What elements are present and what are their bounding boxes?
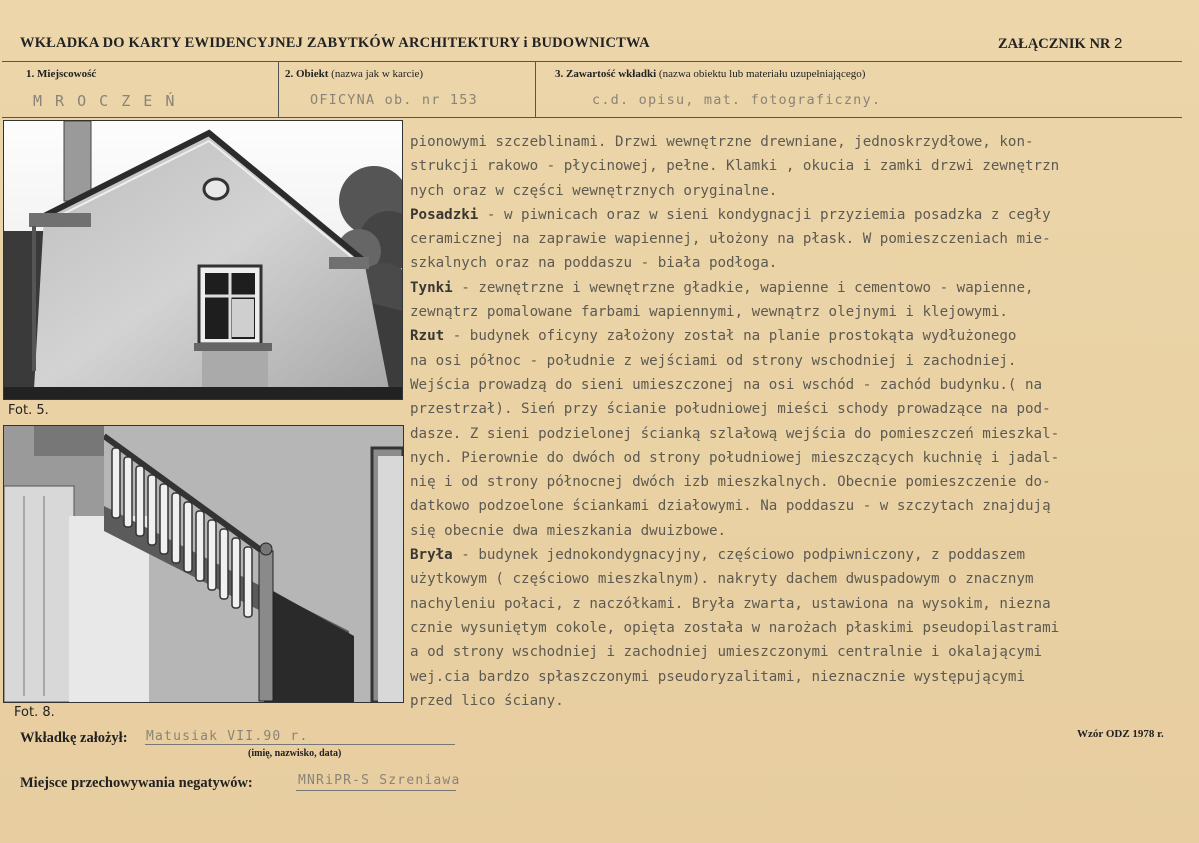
storage-label: Miejsce przechowywania negatywów: [20, 775, 253, 791]
photo-staircase [3, 425, 404, 703]
section-keyword: Bryła [410, 547, 453, 564]
description-line-text: nię i od strony północnej dwóch izb mieszkalnych. Obecnie pomieszczenie do- [410, 474, 1051, 491]
description-line-text: - zewnętrzne i wewnętrzne gładkie, wapienne i cementowo - wapienne, [452, 279, 1034, 296]
appendix-number: 2 [1114, 35, 1123, 52]
description-line [410, 494, 1182, 518]
description-line [410, 324, 1182, 348]
field-2-label-main: 2. Obiekt [285, 68, 329, 80]
field-3-label-sub: (nazwa obiektu lub materiału uzupełniającego) [658, 68, 866, 80]
description-line-text: - w piwnicach oraz w sieni kondygnacji przyziemia posadzka z cegły [478, 206, 1051, 223]
description-line-text: się obecnie dwa mieszkania dwuizbowe. [410, 522, 727, 539]
description-line [410, 251, 1182, 275]
section-keyword: Posadzki [410, 206, 479, 223]
description-line-text: nych oraz w części wewnętrznych oryginalne. [410, 182, 778, 199]
author-value: Matusiak VII.90 r. [146, 729, 309, 744]
appendix-label [998, 35, 1122, 53]
description-line-text: dasze. Z sieni podzielonej ścianką szlałową wejścia do pomieszczeń mieszkal- [410, 425, 1060, 442]
field-2-label-sub: (nazwa jak w karcie) [331, 68, 424, 80]
description-line [410, 640, 1182, 664]
section-keyword: Rzut [410, 328, 445, 345]
description-line [410, 130, 1182, 154]
description-line [410, 689, 1182, 713]
field-1-label: 1. Miejscowość [26, 68, 97, 80]
author-underline [145, 744, 455, 745]
description-line-text: wej.cia bardzo spłaszczonymi pseudoryzalitami, nieznacznie występującymi [410, 668, 1025, 685]
form-code: Wzór ODZ 1978 r. [1077, 728, 1164, 740]
description-line-text: a od strony wschodniej i zachodniej umieszczonymi centralnie i okalającymi [410, 644, 1043, 661]
description-line-text: użytkowym ( częściowo mieszkalnym). nakryty dachem dwuspadowym o znacznym [410, 571, 1034, 588]
field-1-value: M R O C Z E Ń [33, 92, 177, 110]
description-line-text: - budynek jednokondygnacyjny, częściowo podpiwniczony, z poddaszem [452, 547, 1026, 564]
description-line [410, 446, 1182, 470]
section-keyword: Tynki [410, 279, 453, 296]
header-rule-top [2, 61, 1182, 62]
photo-staircase-caption: Fot. 8. [14, 705, 55, 720]
description-line [410, 154, 1182, 178]
description-line-text: nych. Pierownie do dwóch od strony południowej mieszczących kuchnię i jadal- [410, 449, 1060, 466]
photo-gable-image [4, 121, 402, 399]
description-line-text: ceramicznej na zaprawie wapiennej, ułożony na płask. W pomieszczeniach mie- [410, 231, 1051, 248]
storage-value: MNRiPR-S Szreniawa [298, 773, 461, 788]
field-2-value: OFICYNA ob. nr 153 [310, 92, 478, 108]
description-line-text: na osi północ - południe z wejściami od strony wschodniej i zachodniej. [410, 352, 1017, 369]
description-line-text: zewnątrz pomalowane farbami wapiennymi, wewnątrz olejnymi i klejowymi. [410, 304, 1008, 321]
description-line [410, 300, 1182, 324]
description-line-text: - budynek oficyny założony został na planie prostokąta wydłużonego [444, 328, 1017, 345]
photo-staircase-image [4, 426, 403, 702]
appendix-label-text: ZAŁĄCZNIK NR [998, 36, 1111, 52]
field-3-value: c.d. opisu, mat. fotograficzny. [592, 92, 882, 108]
photo-gable [3, 120, 403, 400]
card-title: WKŁADKA DO KARTY EWIDENCYJNEJ ZABYTKÓW ARCHITEKTURY i BUDOWNICTWA [20, 35, 650, 51]
header-rule-bottom [2, 117, 1182, 118]
description-line [410, 616, 1182, 640]
description-line [410, 665, 1182, 689]
description-line [410, 349, 1182, 373]
description-line [410, 470, 1182, 494]
description-line [410, 543, 1182, 567]
description-line [410, 373, 1182, 397]
description-line-text: pionowymi szczeblinami. Drzwi wewnętrzne drewniane, jednoskrzydłowe, kon- [410, 134, 1034, 150]
description-line-text: przed lico ściany. [410, 692, 564, 709]
description-line [410, 227, 1182, 251]
author-label: Wkładkę założył: [20, 730, 128, 746]
description-line-text: przestrzał). Sień przy ścianie południowej mieści schody prowadzące na pod- [410, 401, 1051, 418]
description-line [410, 592, 1182, 616]
description-text [410, 130, 1182, 713]
field-3-label-main: 3. Zawartość wkładki [555, 68, 657, 80]
description-line-text: cznie wysuniętym cokole, opięta została w narożach płaskimi pseudopilastrami [410, 619, 1060, 636]
description-line-text: nachyleniu połaci, z naczółkami. Bryła zwarta, ustawiona na wysokim, niezna [410, 595, 1051, 612]
column-divider-1 [278, 61, 279, 117]
description-line [410, 276, 1182, 300]
author-sub-label: (imię, nazwisko, data) [248, 748, 342, 759]
column-divider-2 [535, 61, 536, 117]
description-line-text: strukcji rakowo - płycinowej, pełne. Klamki , okucia i zamki drzwi zewnętrzn [410, 158, 1060, 175]
description-line [410, 567, 1182, 591]
field-2-label [285, 68, 423, 80]
description-line [410, 397, 1182, 421]
field-3-label [555, 68, 865, 80]
description-line [410, 422, 1182, 446]
description-line [410, 179, 1182, 203]
storage-underline [296, 790, 456, 791]
description-line-text: szkalnych oraz na poddaszu - biała podłoga. [410, 255, 778, 272]
photo-gable-caption: Fot. 5. [8, 403, 49, 418]
description-line-text: Wejścia prowadzą do sieni umieszczonej na osi wschód - zachód budynku.( na [410, 376, 1043, 393]
description-line [410, 519, 1182, 543]
description-line-text: datkowo podzoelone ściankami działowymi. Na poddaszu - w szczytach znajdują [410, 498, 1051, 515]
description-line [410, 203, 1182, 227]
